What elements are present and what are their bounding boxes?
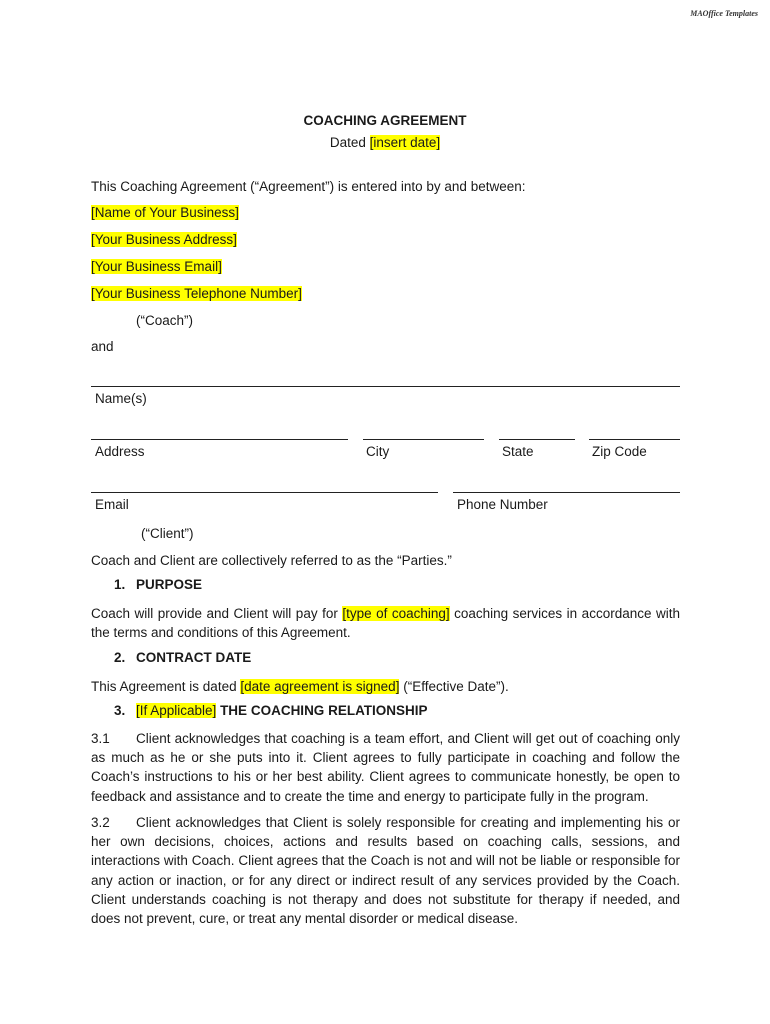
section-1-heading [114,577,202,592]
section-1-paragraph [91,604,680,642]
section-2-heading [114,650,251,665]
business-phone-placeholder[interactable]: [Your Business Telephone Number] [91,286,302,301]
clause-3-2 [91,813,680,928]
email-label: Email [95,497,129,512]
city-label: City [366,444,390,459]
section-2-title: CONTRACT DATE [136,650,252,665]
zip-blank-line[interactable] [589,439,680,440]
section-2-text-after: (“Effective Date”). [399,679,509,694]
clause-3-2-text: Client acknowledges that Client is solely responsible for creating and implementing his or her own decisions, choices, actions and results based on coaching calls, sessions, and interactions with Coach. Client agrees that the Coach is not and will not be liable or responsible for any action or inaction, or for any direct or indirect result of any services provided by the Coach. Client understands coaching is not therapy and does not substitute for therapy if needed, and does not prevent, cure, or treat any mental disorder or medical disease. [91,815,680,927]
signing-date-placeholder[interactable]: [date agreement is signed] [240,679,400,694]
section-1-number: 1. [114,577,126,592]
names-label: Name(s) [95,391,147,406]
coach-label: (“Coach”) [136,313,194,328]
business-email-line [91,257,222,276]
business-name-line [91,203,239,222]
dated-prefix: Dated [329,135,366,150]
section-2-text-before: This Agreement is dated [91,679,241,694]
clause-3-1 [91,729,680,806]
and-text: and [91,339,114,354]
parties-paragraph: Coach and Client are collectively referred to as the “Parties.” [91,553,452,568]
section-3-number: 3. [114,703,126,718]
business-email-placeholder[interactable]: [Your Business Email] [91,259,222,274]
business-phone-line [91,284,302,303]
clause-3-1-number: 3.1 [91,731,110,746]
business-address-placeholder[interactable]: [Your Business Address] [91,232,237,247]
section-3-title: THE COACHING RELATIONSHIP [216,703,428,718]
if-applicable-placeholder[interactable]: [If Applicable] [136,703,217,718]
phone-label: Phone Number [457,497,548,512]
state-label: State [502,444,534,459]
names-blank-line[interactable] [91,386,680,387]
client-label: (“Client”) [141,526,194,541]
business-address-line [91,230,237,249]
clause-3-2-number: 3.2 [91,815,110,830]
section-1-text-after: coaching services in accordance with the terms and conditions of this Agreement. [91,606,680,641]
address-blank-line[interactable] [91,439,348,440]
address-label: Address [95,444,145,459]
zip-label: Zip Code [592,444,647,459]
document-title: COACHING AGREEMENT [303,113,467,128]
business-name-placeholder[interactable]: [Name of Your Business] [91,205,239,220]
dated-placeholder[interactable]: [insert date] [369,135,441,150]
phone-blank-line[interactable] [453,492,680,493]
dated-line [0,135,770,150]
state-blank-line[interactable] [499,439,575,440]
section-1-text-before: Coach will provide and Client will pay for [91,606,343,621]
city-blank-line[interactable] [363,439,484,440]
section-2-number: 2. [114,650,126,665]
section-1-title: PURPOSE [136,577,203,592]
coaching-type-placeholder[interactable]: [type of coaching] [342,606,450,621]
intro-paragraph: This Coaching Agreement (“Agreement”) is entered into by and between: [91,179,526,194]
watermark: MAOffice Templates [690,9,758,18]
clause-3-1-text: Client acknowledges that coaching is a team effort, and Client will get out of coaching only as much as he or she puts into it. Client agrees to fully participate in coaching and follow the Coach’s instructions to his or her best ability. Client agrees to communicate honestly, be open to feedback and assistance and to create the time and energy to participate fully in the program. [91,731,680,804]
email-blank-line[interactable] [91,492,438,493]
section-3-heading [114,703,428,718]
section-2-paragraph [91,677,509,696]
